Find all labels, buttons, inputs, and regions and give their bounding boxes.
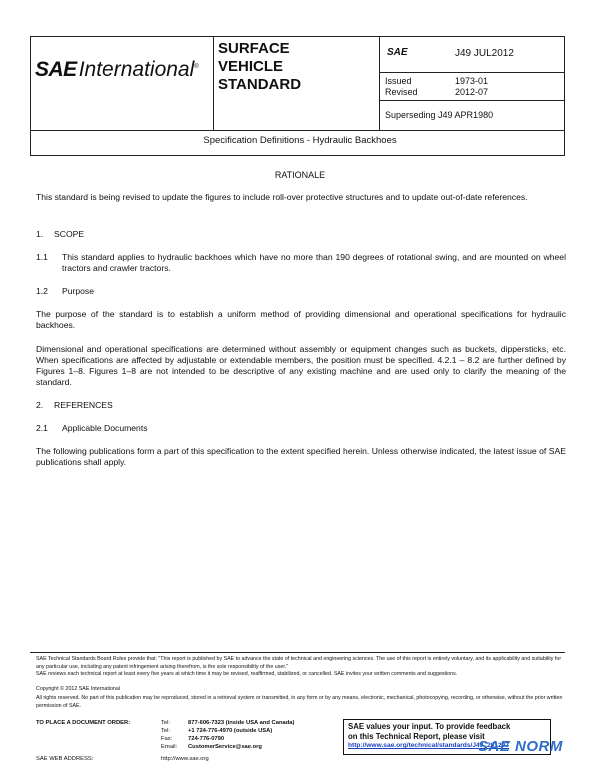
section-1-number: 1. <box>36 229 44 239</box>
tel2-label: Tel: <box>161 728 171 734</box>
header-divider-v1 <box>213 36 214 130</box>
section-1-1-text: This standard applies to hydraulic backhoes which have no more than 190 degrees of rotational swing, and are mounted on wheel tractors and crawler tractors. <box>62 252 566 273</box>
doc-type-line-1: SURFACE <box>218 40 290 57</box>
rationale-text: This standard is being revised to update the figures to include roll-over protective structures and to update out-of-date references. <box>36 192 528 202</box>
tel2-value: +1 724-776-4970 (outside USA) <box>188 728 273 734</box>
purpose-paragraph-2: Dimensional and operational specifications are determined without assembly or equipment changes such as buckets, dippersticks, etc. When specifications are affected by adjustable or extendable members, the position must be specified. 4.2.1 – 8.2 are further defined by Figures 1–8. Figures 1–8 are not intended to be descriptive of any existing machine and are used only to clarify the meaning of the standard. <box>36 344 566 387</box>
footer-rule <box>30 652 565 653</box>
header-divider-v2 <box>379 36 380 130</box>
feedback-link[interactable]: http://www.sae.org/technical/standards/J49_201207 <box>348 742 509 749</box>
doc-number: J49 JUL2012 <box>455 48 514 59</box>
header-divider-h2 <box>379 100 565 101</box>
logo-text: International <box>78 58 195 81</box>
section-2-1-title: Applicable Documents <box>62 423 148 433</box>
section-2-title: REFERENCES <box>54 400 113 410</box>
email-label: Email: <box>161 744 178 750</box>
footer-rights-text: All rights reserved. No part of this publication may be reproduced, stored in a retrieval system or transmitted, in any form or by any means, electronic, mechanical, photocopying, recording, or otherwise, without the prior written permission of SAE. <box>36 695 563 709</box>
email-value[interactable]: CustomerService@sae.org <box>188 744 262 750</box>
section-1-2-number: 1.2 <box>36 286 48 296</box>
revised-value: 2012-07 <box>455 87 489 97</box>
header-divider-h3 <box>30 130 565 131</box>
logo-tm: ® <box>194 64 199 70</box>
sae-logo <box>35 58 199 82</box>
web-label: SAE WEB ADDRESS: <box>36 756 94 762</box>
tel-label: Tel: <box>161 720 171 726</box>
doc-type-line-3: STANDARD <box>218 76 302 93</box>
header-divider-h1 <box>379 72 565 73</box>
issued-value: 1973-01 <box>455 76 489 86</box>
issued-label: Issued <box>385 76 412 86</box>
superseding: Superseding J49 APR1980 <box>385 110 494 120</box>
feedback-line-1: SAE values your input. To provide feedback <box>348 722 511 731</box>
footer-copyright: Copyright © 2012 SAE International <box>36 686 120 692</box>
section-2-number: 2. <box>36 400 44 410</box>
section-1-1-number: 1.1 <box>36 252 48 262</box>
tel-value: 877-606-7323 (inside USA and Canada) <box>188 720 295 726</box>
sae-mark-small: SAE <box>387 47 408 58</box>
footer-review-text: SAE reviews each technical report at least every five years at which time it may be revised, reaffirmed, stabilized, or cancelled. SAE invites your written comments and suggestions. <box>36 671 458 677</box>
doc-type <box>218 40 368 94</box>
section-1-title: SCOPE <box>54 229 85 239</box>
revised-label: Revised <box>385 87 418 97</box>
references-text: The following publications form a part of this specification to the extent specified herein. Unless otherwise indicated, the latest issue of SAE publications shall apply. <box>36 446 566 467</box>
purpose-paragraph-1: The purpose of the standard is to establish a uniform method of providing dimensional and operational specifications for hydraulic backhoes. <box>36 309 566 330</box>
section-2-1-number: 2.1 <box>36 423 48 433</box>
watermark: SAE NORM <box>478 738 563 755</box>
fax-label: Fax: <box>161 736 173 742</box>
doc-type-line-2: VEHICLE <box>218 58 284 75</box>
fax-value: 724-776-0790 <box>188 736 225 742</box>
rationale-heading: RATIONALE <box>274 170 326 180</box>
section-1-2-title: Purpose <box>62 286 95 296</box>
doc-title: Specification Definitions - Hydraulic Backhoes <box>203 135 397 146</box>
logo-brand: SAE <box>35 58 77 81</box>
order-label: TO PLACE A DOCUMENT ORDER: <box>36 720 131 726</box>
web-value[interactable]: http://www.sae.org <box>161 756 209 762</box>
footer-rules-text: SAE Technical Standards Board Rules provide that: "This report is published by SAE to advance the state of technical and engineering sciences. The use of this report is entirely voluntary, and its applicability and suitability for any particular use, including any patent infringement arising therefrom, is the sole responsibility of the user." <box>36 656 562 670</box>
feedback-line-2: on this Technical Report, please visit <box>348 731 485 741</box>
